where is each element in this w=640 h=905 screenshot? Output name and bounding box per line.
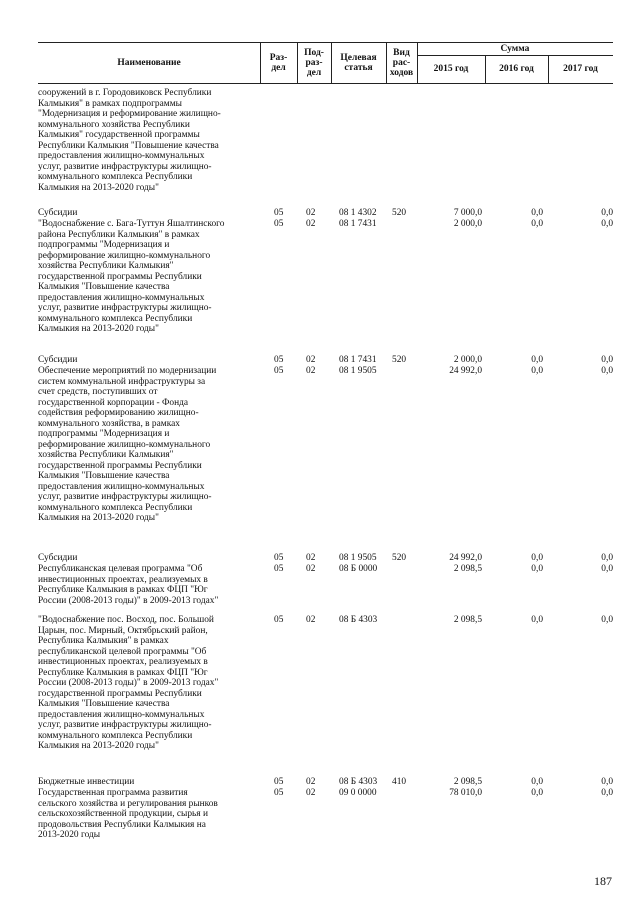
row-2016: 0,0 <box>531 564 543 574</box>
row-2016: 0,0 <box>531 355 543 365</box>
row-podrazdel: 02 <box>306 208 316 218</box>
row-2015: 2 000,0 <box>453 355 482 365</box>
row-celevaya: 08 1 9505 <box>339 553 377 563</box>
header-year-2015: 2015 год <box>433 64 469 74</box>
header-razdel: Раз- дел <box>269 53 288 73</box>
row-2015: 24 992,0 <box>449 366 482 376</box>
row-razdel: 05 <box>274 615 284 625</box>
row-2016: 0,0 <box>531 553 543 563</box>
header-vid: Вид рас- ходов <box>389 48 414 78</box>
row-2015: 2 098,5 <box>453 777 482 787</box>
row-podrazdel: 02 <box>306 219 316 229</box>
row-2016: 0,0 <box>531 219 543 229</box>
row-2017: 0,0 <box>601 615 613 625</box>
row-name: "Водоснабжение с. Бага-Туттун Яшалтинского района Республики Калмыкия" в рамках подпрограммы "Модернизация и реформирование жилищно-коммунального хозяйства Республики Калмыкия" государственной программы Республики Калмыкия "Повышение качества предоставления жилищно-коммунальных услуг, развитие инфраструктуры жилищно- коммунального комплекса Республики Калмыкия на 2013-2020 годы" <box>38 219 225 334</box>
row-podrazdel: 02 <box>306 366 316 376</box>
header-year-2016: 2016 год <box>499 64 534 74</box>
header-name: Наименование <box>117 58 181 68</box>
row-vid: 520 <box>392 355 407 365</box>
row-name: Бюджетные инвестиции <box>38 777 135 787</box>
row-podrazdel: 02 <box>306 788 316 798</box>
row-2016: 0,0 <box>531 208 543 218</box>
row-name: Обеспечение мероприятий по модернизации систем коммунальной инфраструктуры за счет средств, поступивших от государственной корпорации - Фонда содействия реформированию жилищно- коммунального хозяйства, в рамках подпрограммы "Модернизация и реформирование жилищно-коммунального хозяйства Республики Калмыкия" государственной программы Республики Калмыкия "Повышение качества предоставления жилищно-коммунальных услуг, развитие инфраструктуры жилищно- коммунального комплекса Республики Калмыкия на 2013-2020 годы" <box>38 366 217 523</box>
row-vid: 520 <box>392 553 407 563</box>
row-2017: 0,0 <box>601 553 613 563</box>
row-razdel: 05 <box>274 564 284 574</box>
header-summa: Сумма <box>417 43 613 56</box>
row-razdel: 05 <box>274 553 284 563</box>
row-name: Субсидии <box>38 553 78 563</box>
row-2017: 0,0 <box>601 788 613 798</box>
row-2017: 0,0 <box>601 366 613 376</box>
row-celevaya: 08 1 7431 <box>339 219 377 229</box>
table-header <box>38 42 613 84</box>
row-razdel: 05 <box>274 788 284 798</box>
row-name: "Водоснабжение пос. Восход, пос. Большой Царын, пос. Мирный, Октябрьский район, Республика Калмыкия" в рамках республиканской целевой программы "Об инвестиционных проектах, реализуемых в Республике Калмыкия в рамках ФЦП "Юг России (2008-2013 годы)" в 2009-2013 годах" государственной программы Республики Калмыкия "Повышение качества предоставления жилищно-коммунальных услуг, развитие инфраструктуры жилищно- коммунального комплекса Республики Калмыкия на 2013-2020 годы" <box>38 615 219 751</box>
row-podrazdel: 02 <box>306 553 316 563</box>
row-razdel: 05 <box>274 366 284 376</box>
row-celevaya: 08 1 9505 <box>339 366 377 376</box>
row-name: Субсидии <box>38 208 78 218</box>
row-2015: 7 000,0 <box>453 208 482 218</box>
row-name: Субсидии <box>38 355 78 365</box>
row-name: сооружений в г. Городовиковск Республики Калмыкия" в рамках подпрограммы "Модернизация и реформирование жилищно- коммунального хозяйства Республики Калмыкия" государственной программы Республики Калмыкия "Повышение качества предоставления жилищно-коммунальных услуг, развитие инфраструктуры жилищно- коммунального комплекса Республики Калмыкия на 2013-2020 годы" <box>38 88 221 193</box>
row-2016: 0,0 <box>531 615 543 625</box>
row-2017: 0,0 <box>601 208 613 218</box>
row-2015: 2 000,0 <box>453 219 482 229</box>
row-podrazdel: 02 <box>306 615 316 625</box>
row-podrazdel: 02 <box>306 355 316 365</box>
row-razdel: 05 <box>274 777 284 787</box>
row-2016: 0,0 <box>531 788 543 798</box>
row-vid: 410 <box>392 777 407 787</box>
row-razdel: 05 <box>274 219 284 229</box>
row-celevaya: 08 Б 4303 <box>339 777 378 787</box>
row-2017: 0,0 <box>601 219 613 229</box>
header-year-2017: 2017 год <box>563 64 598 74</box>
header-celevaya: Целевая статья <box>340 53 377 73</box>
header-podrazdel: Под- раз- дел <box>304 48 324 78</box>
row-2015: 78 010,0 <box>449 788 482 798</box>
row-razdel: 05 <box>274 208 284 218</box>
row-2017: 0,0 <box>601 564 613 574</box>
row-2016: 0,0 <box>531 777 543 787</box>
row-vid: 520 <box>392 208 407 218</box>
row-podrazdel: 02 <box>306 564 316 574</box>
row-podrazdel: 02 <box>306 777 316 787</box>
row-name: Республиканская целевая программа "Об инвестиционных проектах, реализуемых в Республике Калмыкия в рамках ФЦП "Юг России (2008-2013 годы)" в 2009-2013 годах" <box>38 564 219 606</box>
row-celevaya: 08 Б 0000 <box>339 564 378 574</box>
row-2017: 0,0 <box>601 355 613 365</box>
row-2015: 24 992,0 <box>449 553 482 563</box>
row-2015: 2 098,5 <box>453 615 482 625</box>
page-number: 187 <box>594 874 612 888</box>
row-2017: 0,0 <box>601 777 613 787</box>
row-name: Государственная программа развития сельского хозяйства и регулирования рынков сельскохозяйственной продукции, сырья и продовольствия Республики Калмыкия на 2013-2020 годы <box>38 788 218 840</box>
row-2015: 2 098,5 <box>453 564 482 574</box>
row-celevaya: 09 0 0000 <box>339 788 377 798</box>
row-celevaya: 08 Б 4303 <box>339 615 378 625</box>
row-razdel: 05 <box>274 355 284 365</box>
row-2016: 0,0 <box>531 366 543 376</box>
row-celevaya: 08 1 7431 <box>339 355 377 365</box>
row-celevaya: 08 1 4302 <box>339 208 377 218</box>
